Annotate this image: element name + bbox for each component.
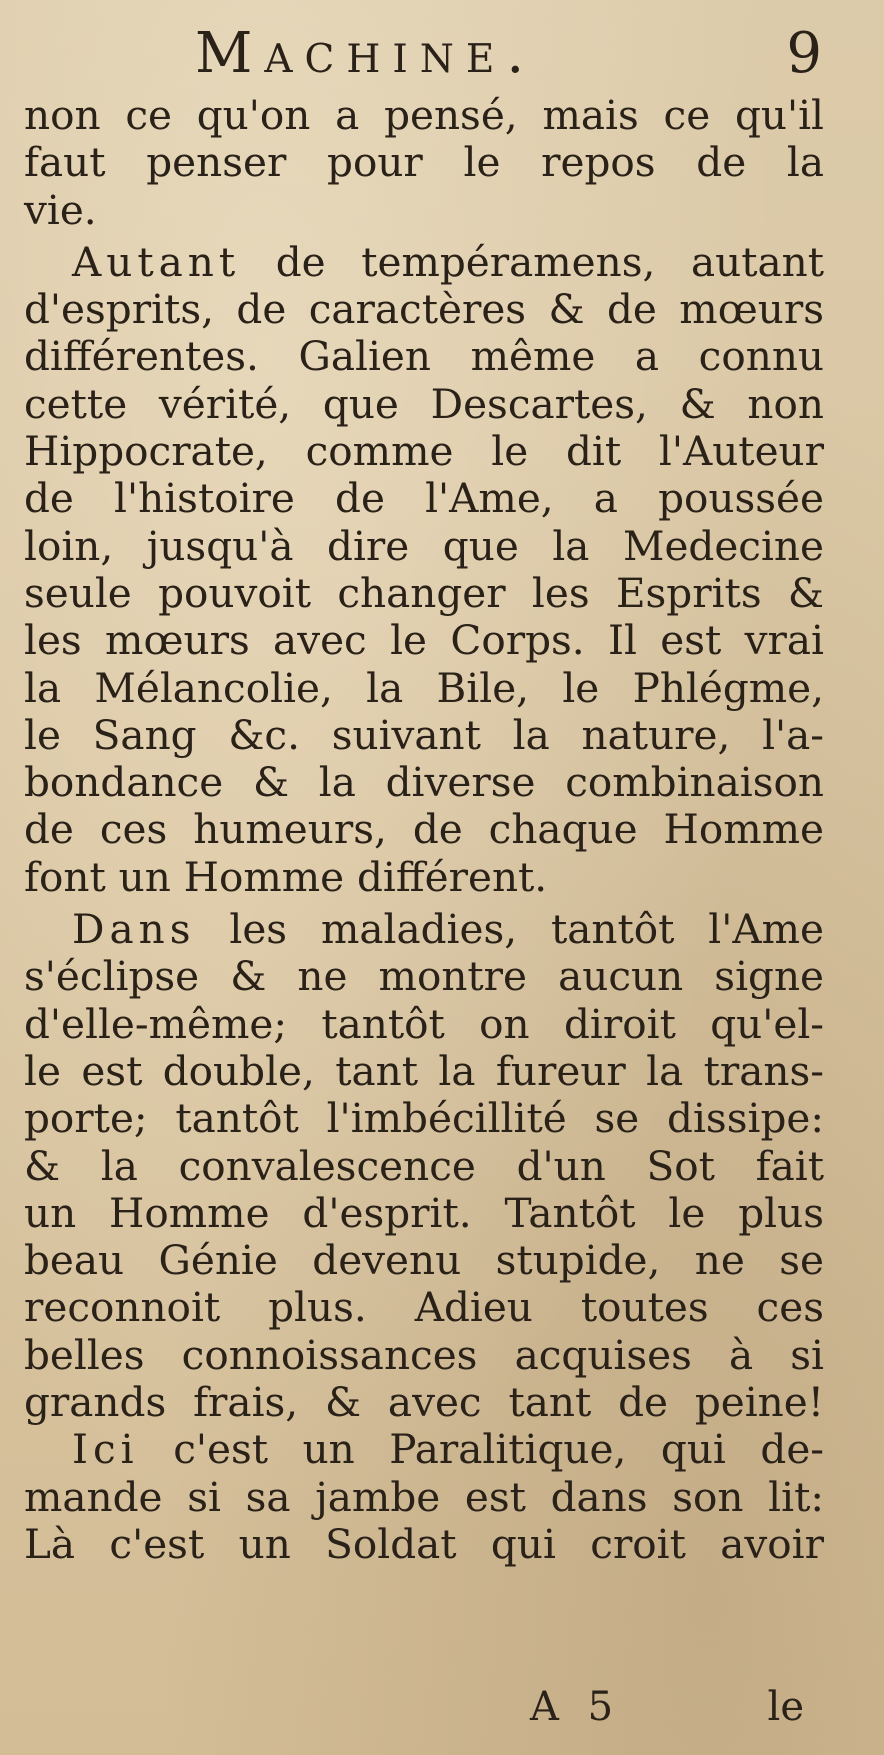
- paragraph-lead-word: Dans: [72, 905, 196, 954]
- text-line: bondance & la diverse combinaison: [24, 758, 824, 807]
- paragraph-lead-word: Ici: [72, 1425, 139, 1474]
- body-text: [24, 92, 824, 1568]
- paragraph: [24, 1426, 824, 1568]
- text-line: non ce qu'on a pensé, mais ce qu'il: [24, 91, 824, 139]
- text-line-rest: de tempéramens, autant: [275, 237, 825, 286]
- text-line: porte; tantôt l'imbécillité se dissipe:: [24, 1094, 824, 1143]
- page-number: 9: [786, 21, 822, 86]
- catchword: le: [767, 1684, 804, 1730]
- paragraph: [24, 906, 824, 1426]
- text-line: le Sang &c. suivant la nature, l'a-: [24, 710, 824, 759]
- paragraph-lead-word: Autant: [72, 237, 241, 286]
- text-line: Là c'est un Soldat qui croit avoir: [24, 1519, 824, 1568]
- text-line: s'éclipse & ne montre aucun signe: [24, 952, 824, 1001]
- text-line: cette vérité, que Descartes, & non: [24, 379, 824, 428]
- text-line: loin, jusqu'à dire que la Medecine: [24, 521, 824, 570]
- text-line-rest: c'est un Paralitique, qui de-: [173, 1425, 824, 1474]
- text-line: font un Homme différent.: [24, 852, 548, 901]
- signature-mark: A 5: [530, 1684, 622, 1730]
- text-line: beau Génie devenu stupide, ne se: [24, 1236, 824, 1285]
- running-head: [0, 20, 884, 90]
- text-line: Hippocrate, comme le dit l'Auteur: [24, 427, 824, 476]
- text-line: [24, 1426, 824, 1473]
- text-line: différentes. Galien même a connu: [24, 332, 824, 381]
- text-line: un Homme d'esprit. Tantôt le plus: [24, 1188, 824, 1237]
- paragraph: [24, 239, 824, 901]
- text-line: les mœurs avec le Corps. Il est vrai: [24, 616, 824, 665]
- text-line: [24, 906, 824, 953]
- text-line: le est double, tant la fureur la trans-: [24, 1046, 824, 1095]
- text-line: d'elle-même; tantôt on diroit qu'el-: [24, 999, 824, 1048]
- text-line: d'esprits, de caractères & de mœurs: [24, 285, 824, 334]
- text-line: de l'histoire de l'Ame, a poussée: [24, 474, 824, 523]
- text-line: vie.: [24, 185, 97, 234]
- running-head-title: Machine.: [195, 21, 537, 86]
- text-line: mande si sa jambe est dans son lit:: [24, 1472, 824, 1521]
- text-line: seule pouvoit changer les Esprits &: [24, 568, 824, 617]
- text-line-rest: les maladies, tantôt l'Ame: [229, 905, 824, 954]
- paragraph: [24, 92, 824, 234]
- text-line: grands frais, & avec tant de peine!: [24, 1378, 824, 1427]
- text-line: & la convalescence d'un Sot fait: [24, 1141, 824, 1190]
- text-line: [24, 239, 824, 286]
- page-footer: [0, 1684, 884, 1744]
- text-line: la Mélancolie, la Bile, le Phlégme,: [24, 663, 824, 712]
- text-line: belles connoissances acquises à si: [24, 1330, 824, 1379]
- text-line: faut penser pour le repos de la: [24, 138, 824, 187]
- text-line: reconnoit plus. Adieu toutes ces: [24, 1283, 824, 1332]
- text-line: de ces humeurs, de chaque Homme: [24, 805, 824, 854]
